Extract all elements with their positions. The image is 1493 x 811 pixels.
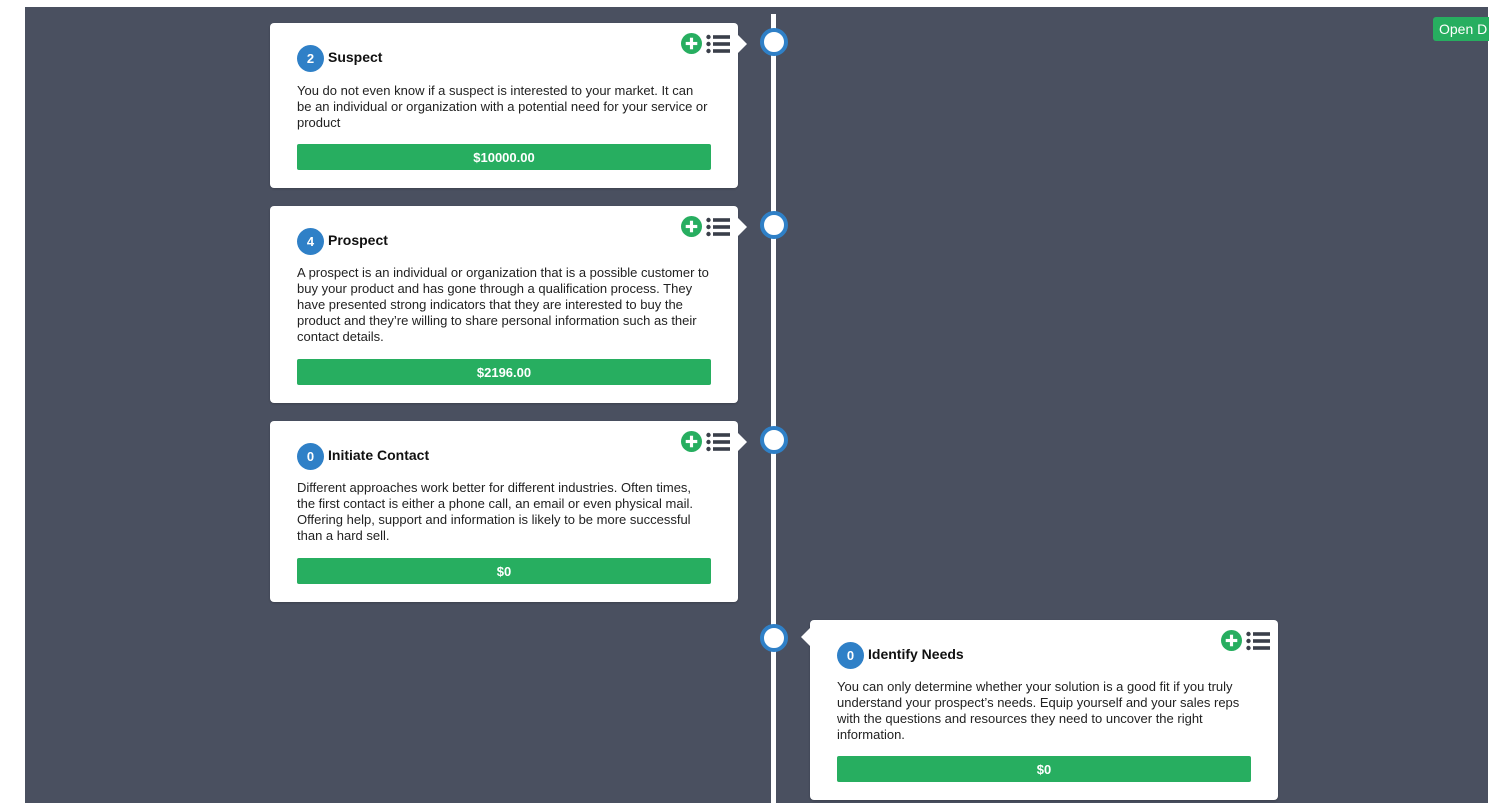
timeline-node-initiate-contact [760, 426, 788, 454]
stage-description: A prospect is an individual or organization that is a possible customer to buy your product and has gone through a qualification process. They have presented strong indicators that they are interested to buy the product and they’re willing to share personal information such as their contact details. [297, 265, 709, 344]
timeline-node-suspect [760, 28, 788, 56]
stage-amount-button[interactable]: $0 [297, 558, 711, 584]
stage-count-badge: 2 [297, 45, 324, 72]
stage-card [270, 206, 738, 403]
list-icon[interactable] [1246, 631, 1270, 651]
stage-description: You can only determine whether your solution is a good fit if you truly understand your prospect’s needs. Equip yourself and your sales reps with the questions and resources they need to uncover the right information. [837, 679, 1240, 742]
stage-count-badge: 0 [837, 642, 864, 669]
stage-amount-button[interactable]: $2196.00 [297, 359, 711, 385]
plus-circle-icon[interactable] [681, 33, 702, 54]
stage-card [270, 421, 738, 602]
stage-count-badge: 0 [297, 443, 324, 470]
plus-circle-icon[interactable] [681, 216, 702, 237]
plus-circle-icon[interactable] [1221, 630, 1242, 651]
stage-amount-button[interactable]: $10000.00 [297, 144, 711, 170]
stage-title: Initiate Contact [328, 446, 430, 463]
open-button[interactable]: Open D [1433, 17, 1489, 41]
stage-count-badge: 4 [297, 228, 324, 255]
list-icon[interactable] [706, 217, 730, 237]
stage-title: Suspect [328, 48, 383, 65]
list-icon[interactable] [706, 432, 730, 452]
stage-card [810, 620, 1278, 800]
stage-description: You do not even know if a suspect is interested to your market. It can be an individual or organization with a potential need for your service or product [297, 83, 708, 130]
timeline-node-identify-needs [760, 624, 788, 652]
stage-title: Identify Needs [868, 645, 964, 662]
stage-amount-button[interactable]: $0 [837, 756, 1251, 782]
timeline-line [771, 14, 776, 803]
timeline-node-prospect [760, 211, 788, 239]
stage-description: Different approaches work better for different industries. Often times, the first contact is either a phone call, an email or even physical mail. Offering help, support and information is likely to be more successful than a hard sell. [297, 480, 693, 543]
stage-title: Prospect [328, 231, 388, 248]
plus-circle-icon[interactable] [681, 431, 702, 452]
list-icon[interactable] [706, 34, 730, 54]
stage-card [270, 23, 738, 188]
